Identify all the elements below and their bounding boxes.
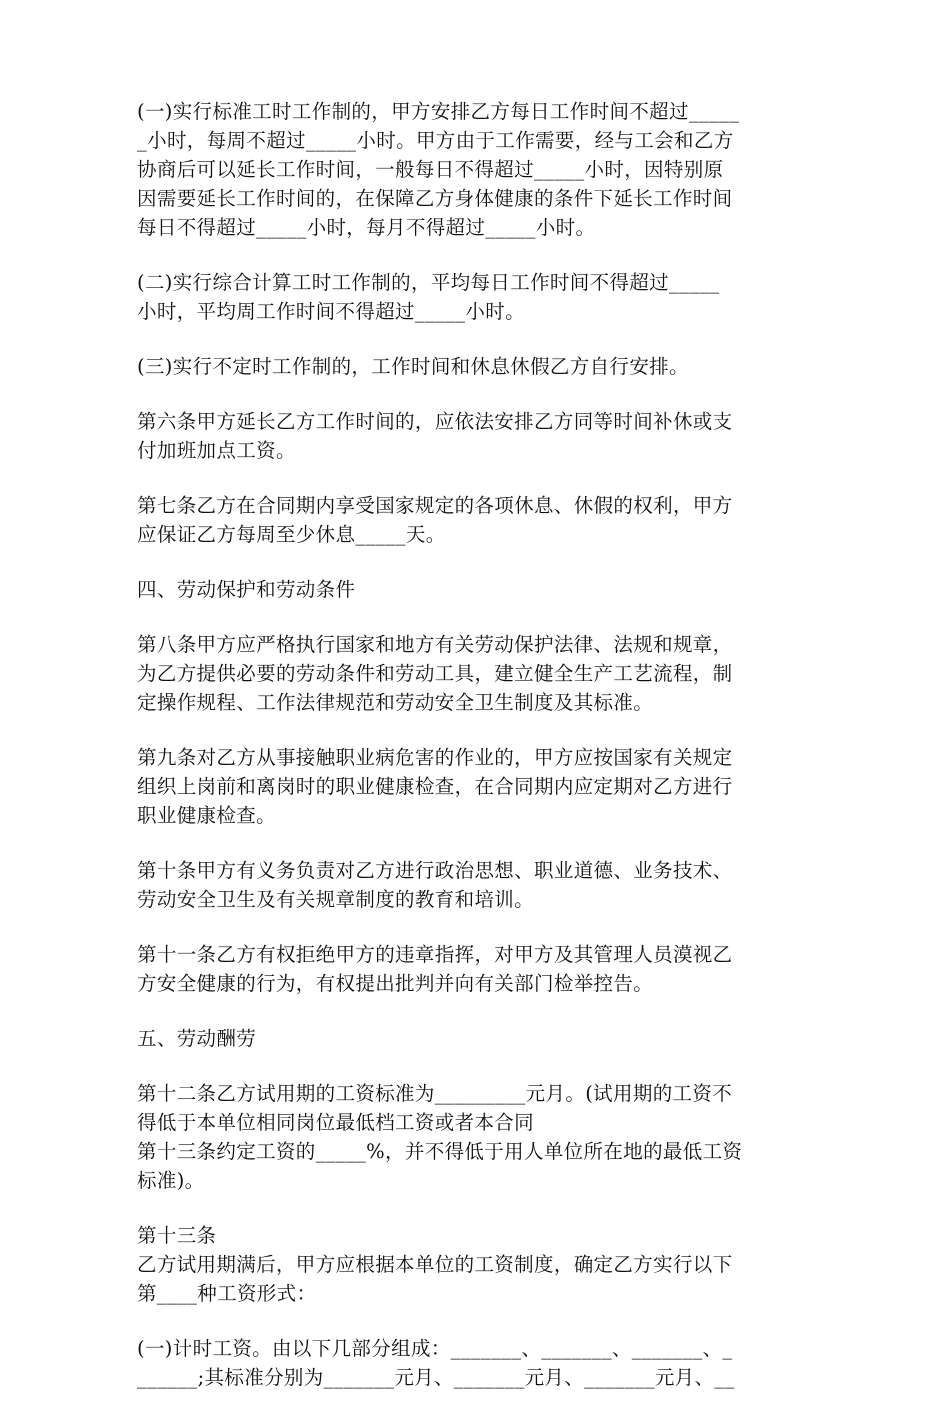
article-7: 第七条乙方在合同期内享受国家规定的各项休息、休假的权利，甲方 应保证乙方每周至少休息_____天。 bbox=[137, 494, 733, 546]
document-body bbox=[137, 97, 817, 1418]
article-13: 第十三条 乙方试用期满后，甲方应根据本单位的工资制度，确定乙方实行以下 第____种工资形式： bbox=[137, 1224, 733, 1305]
paragraph-time-wage: (一)计时工资。由以下几部分组成：_______、_______、_______、_ ______;其标准分别为_______元月、_______元月、_______元月、__ bbox=[137, 1337, 735, 1389]
article-6: 第六条甲方延长乙方工作时间的，应依法安排乙方同等时间补休或支 付加班加点工资。 bbox=[137, 410, 733, 462]
paragraph-comprehensive-hours: (二)实行综合计算工时工作制的，平均每日工作时间不得超过_____ 小时，平均周工作时间不得超过_____小时。 bbox=[137, 271, 720, 323]
article-10: 第十条甲方有义务负责对乙方进行政治思想、职业道德、业务技术、 劳动安全卫生及有关规章制度的教育和培训。 bbox=[137, 859, 733, 911]
article-12: 第十二条乙方试用期的工资标准为_________元月。(试用期的工资不 得低于本单位相同岗位最低档工资或者本合同 第十三条约定工资的_____%，并不得低于用人单位所在地的最低工资 标准)。 bbox=[137, 1082, 743, 1192]
section-heading-remuneration: 五、劳动酬劳 bbox=[137, 1027, 257, 1050]
article-8: 第八条甲方应严格执行国家和地方有关劳动保护法律、法规和规章， 为乙方提供必要的劳动条件和劳动工具，建立健全生产工艺流程，制 定操作规程、工作法律规范和劳动安全卫生制度及其标准。 bbox=[137, 633, 733, 714]
article-9: 第九条对乙方从事接触职业病危害的作业的，甲方应按国家有关规定 组织上岗前和离岗时的职业健康检查，在合同期内应定期对乙方进行 职业健康检查。 bbox=[137, 746, 733, 827]
article-11: 第十一条乙方有权拒绝甲方的违章指挥，对甲方及其管理人员漠视乙 方安全健康的行为，有权提出批判并向有关部门检举控告。 bbox=[137, 943, 733, 995]
paragraph-standard-hours: (一)实行标准工时工作制的，甲方安排乙方每日工作时间不超过_____ _小时，每周不超过_____小时。甲方由于工作需要，经与工会和乙方 协商后可以延长工作时间，一般每日不得超过_____小时，因特别原 因需要延长工作时间的，在保障乙方身体健康的条件下延长工作时间 每日不得超过_____小时，每月不得超过_____小时。 bbox=[137, 100, 740, 239]
section-heading-labor-protection: 四、劳动保护和劳动条件 bbox=[137, 578, 356, 601]
paragraph-flexible-hours: (三)实行不定时工作制的，工作时间和休息休假乙方自行安排。 bbox=[137, 355, 689, 378]
